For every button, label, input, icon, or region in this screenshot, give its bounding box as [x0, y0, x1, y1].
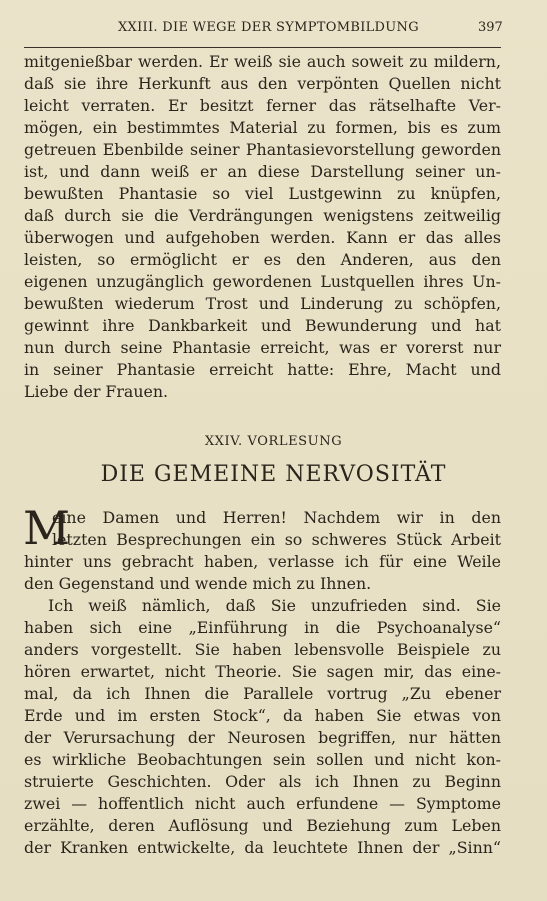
text-line: leisten, so ermöglicht er es den Anderen, aus den	[24, 250, 501, 269]
running-head: XXIII. DIE WEGE DER SYMPTOMBILDUNG	[118, 20, 419, 35]
text-line: überwogen und aufgehoben werden. Kann er das alles	[24, 228, 501, 247]
text-line: daß durch sie die Verdrängungen wenigstens zeitweilig	[24, 206, 501, 225]
text-line: struierte Geschichten. Oder als ich Ihnen zu Beginn	[24, 772, 501, 791]
text-line: anders vorgestellt. Sie haben lebensvolle Beispiele zu	[24, 640, 501, 659]
text-line: letzten Besprechungen ein so schweres Stück Arbeit	[52, 530, 501, 549]
text-line: leicht verraten. Er besitzt ferner das rätselhafte Ver-	[24, 96, 501, 115]
text-line: es wirkliche Beobachtungen sein sollen und nicht kon-	[24, 750, 501, 769]
text-line: eine Damen und Herren! Nachdem wir in den	[52, 508, 501, 527]
text-line: erzählte, deren Auflösung und Beziehung zum Leben	[24, 816, 501, 835]
text-line: mal, da ich Ihnen die Parallele vortrug „Zu ebener	[24, 684, 501, 703]
text-line: nun durch seine Phantasie erreicht, was er vorerst nur	[24, 338, 501, 357]
text-line: getreuen Ebenbilde seiner Phantasievorstellung geworden	[24, 140, 501, 159]
header-rule	[24, 47, 501, 48]
text-line: der Verursachung der Neurosen begriffen, nur hätten	[24, 728, 501, 747]
text-line: haben sich eine „Einführung in die Psychoanalyse“	[24, 618, 501, 637]
text-line: ist, und dann weiß er an diese Darstellung seiner un-	[24, 162, 501, 181]
text-line: bewußten Phantasie so viel Lustgewinn zu knüpfen,	[24, 184, 501, 203]
text-line: Erde und im ersten Stock“, da haben Sie etwas von	[24, 706, 501, 725]
text-line: hinter uns gebracht haben, verlasse ich für eine Weile	[24, 552, 501, 571]
text-line: der Kranken entwickelte, da leuchtete Ihnen der „Sinn“	[24, 838, 501, 857]
text-line: mögen, ein bestimmtes Material zu formen, bis es zum	[24, 118, 501, 137]
chapter-title: DIE GEMEINE NERVOSITÄT	[100, 462, 447, 487]
text-line: mitgenießbar werden. Er weiß sie auch soweit zu mildern,	[24, 52, 501, 71]
lecture-label: XXIV. VORLESUNG	[204, 434, 343, 449]
text-line: Ich weiß nämlich, daß Sie unzufrieden sind. Sie	[48, 596, 501, 615]
page-number: 397	[478, 20, 503, 35]
text-line: gewinnt ihre Dankbarkeit und Bewunderung und hat	[24, 316, 501, 335]
text-line: in seiner Phantasie erreicht hatte: Ehre, Macht und	[24, 360, 501, 379]
text-line: zwei — hoffentlich nicht auch erfundene — Symptome	[24, 794, 501, 813]
text-line: hören erwartet, nicht Theorie. Sie sagen mir, das eine-	[24, 662, 501, 681]
text-line: eigenen unzugänglich gewordenen Lustquellen ihres Un-	[24, 272, 501, 291]
text-line: den Gegenstand und wende mich zu Ihnen.	[24, 574, 372, 593]
text-line: bewußten wiederum Trost und Linderung zu schöpfen,	[24, 294, 501, 313]
text-line: daß sie ihre Herkunft aus den verpönten Quellen nicht	[24, 74, 501, 93]
text-line: Liebe der Frauen.	[24, 382, 169, 401]
drop-cap: M	[23, 501, 71, 555]
